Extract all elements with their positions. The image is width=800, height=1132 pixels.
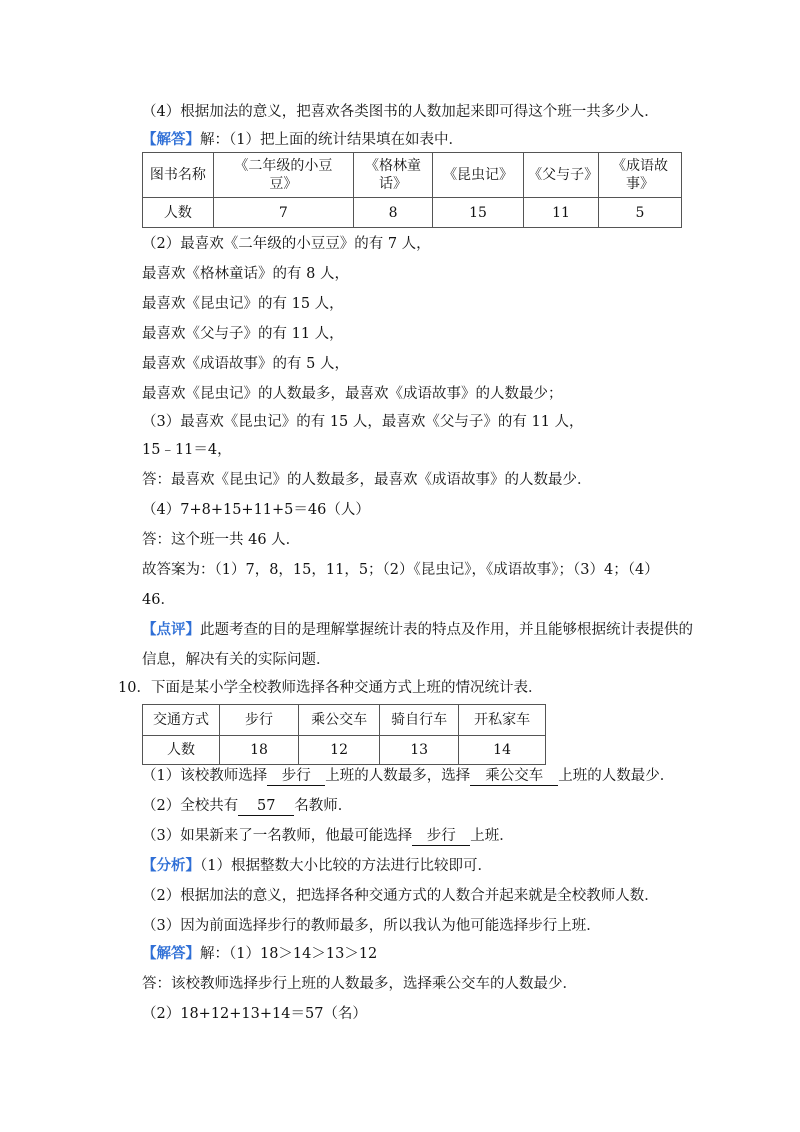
- answer-text-1: 解：（1）18＞14＞13＞12: [200, 946, 378, 962]
- comment-line-1: [142, 620, 693, 640]
- book-count-5: 5: [598, 198, 681, 228]
- book-cell-1: [213, 153, 353, 198]
- final-answer-line: 故答案为：（1）7，8，15，11，5；（2）《昆虫记》，《成语故事》；（3）4；（4）: [142, 562, 659, 578]
- sub-question-1-text-b: 上班的人数最多，选择: [325, 768, 471, 784]
- book-table-header-label: 图书名称: [143, 153, 214, 198]
- solution-line: 最喜欢《昆虫记》的有 15 人，: [142, 296, 344, 312]
- answer-blank: 乘公交车: [470, 767, 558, 786]
- answer-line-1: [142, 944, 377, 964]
- book-count-1: 7: [213, 198, 353, 228]
- sub-question-1: [142, 766, 674, 786]
- mode-walk: 步行: [220, 705, 299, 736]
- answer-intro: [142, 130, 463, 150]
- solution-line: 答：最喜欢《昆虫记》的人数最多，最喜欢《成语故事》的人数最少．: [142, 472, 592, 488]
- book-table-row-label: 人数: [143, 198, 214, 228]
- book-table-header-row: [143, 153, 682, 198]
- answer-tag: 【解答】: [142, 131, 200, 148]
- book-1-line1: 《二年级的小豆: [234, 158, 333, 174]
- solution-line: 答：这个班一共 46 人．: [142, 532, 301, 548]
- solution-line: 最喜欢《昆虫记》的人数最多，最喜欢《成语故事》的人数最少；: [142, 386, 563, 402]
- analysis-line-1: [142, 856, 492, 876]
- answer-tag: 【解答】: [142, 945, 200, 962]
- book-count-4: 11: [524, 198, 599, 228]
- solution-line: 最喜欢《成语故事》的有 5 人，: [142, 356, 349, 372]
- book-cell-4: [524, 153, 599, 198]
- solution-line: 15﹣11＝4，: [142, 442, 232, 458]
- answer-intro-text: 解：（1）把上面的统计结果填在如表中．: [200, 132, 463, 148]
- book-4-line1: 《父与子》: [528, 167, 599, 183]
- count-bike: 13: [380, 736, 459, 765]
- solution-line: 最喜欢《父与子》的有 11 人，: [142, 326, 344, 342]
- sub-question-2: [142, 796, 352, 816]
- analysis-line-2: （2）根据加法的意义，把选择各种交通方式的人数合并起来就是全校教师人数．: [142, 888, 659, 904]
- mode-bike: 骑自行车: [380, 705, 459, 736]
- final-answer-line-cont: 46．: [142, 592, 175, 608]
- book-5-line2: 事》: [625, 176, 654, 192]
- transport-row-label: 人数: [143, 736, 220, 765]
- mode-car: 开私家车: [459, 705, 546, 736]
- question-number: 10．: [118, 680, 151, 696]
- answer-blank: 57: [238, 797, 294, 816]
- solution-line: 最喜欢《格林童话》的有 8 人，: [142, 266, 349, 282]
- answer-result-1: 答：该校教师选择步行上班的人数最多，选择乘公交车的人数最少．: [142, 976, 577, 992]
- count-walk: 18: [220, 736, 299, 765]
- analysis-tag: 【分析】: [142, 857, 200, 874]
- analysis-text-1: （1）根据整数大小比较的方法进行比较即可．: [200, 858, 492, 874]
- answer-line-2: （2）18+12+13+14＝57（名）: [142, 1006, 367, 1022]
- sub-question-3: [142, 826, 514, 846]
- sub-question-3-text-b: 上班．: [470, 828, 514, 844]
- book-cell-3: [432, 153, 523, 198]
- transport-header-row: [143, 705, 546, 736]
- book-cell-2: [354, 153, 433, 198]
- sub-question-3-text-a: （3）如果新来了一名教师，他最可能选择: [142, 828, 413, 844]
- sub-question-1-text-c: 上班的人数最少．: [558, 768, 675, 784]
- sub-question-2-text-b: 名教师．: [294, 798, 353, 814]
- transport-table: [142, 704, 546, 765]
- answer-blank: 步行: [267, 767, 325, 786]
- transport-header-label: 交通方式: [143, 705, 220, 736]
- book-table: [142, 152, 682, 228]
- analysis-step-4: （4）根据加法的意义，把喜欢各类图书的人数加起来即可得这个班一共多少人．: [142, 104, 659, 120]
- book-5-line1: 《成语故: [611, 158, 668, 174]
- solution-line: （2）最喜欢《二年级的小豆豆》的有 7 人，: [142, 236, 431, 252]
- question-10-title: [118, 678, 542, 698]
- sub-question-2-text-a: （2）全校共有: [142, 798, 239, 814]
- solution-line: （3）最喜欢《昆虫记》的有 15 人，最喜欢《父与子》的有 11 人，: [142, 414, 584, 430]
- book-2-line1: 《格林童: [365, 158, 422, 174]
- sub-question-1-text-a: （1）该校教师选择: [142, 768, 268, 784]
- book-3-line1: 《昆虫记》: [443, 167, 514, 183]
- analysis-line-3: （3）因为前面选择步行的教师最多，所以我认为他可能选择步行上班．: [142, 918, 601, 934]
- count-car: 14: [459, 736, 546, 765]
- book-1-line2: 豆》: [269, 176, 298, 192]
- book-table-count-row: [143, 198, 682, 228]
- question-title: 下面是某小学全校教师选择各种交通方式上班的情况统计表．: [150, 680, 543, 696]
- comment-text-1: 此题考查的目的是理解掌握统计表的特点及作用，并且能够根据统计表提供的: [200, 622, 693, 638]
- count-bus: 12: [299, 736, 380, 765]
- book-count-2: 8: [354, 198, 433, 228]
- book-cell-5: [598, 153, 681, 198]
- solution-line: （4）7+8+15+11+5＝46（人）: [142, 502, 370, 518]
- comment-line-2: 信息，解决有关的实际问题．: [142, 652, 331, 668]
- answer-blank: 步行: [412, 827, 470, 846]
- transport-count-row: [143, 736, 546, 765]
- book-2-line2: 话》: [379, 176, 408, 192]
- mode-bus: 乘公交车: [299, 705, 380, 736]
- comment-tag: 【点评】: [142, 621, 200, 638]
- book-count-3: 15: [432, 198, 523, 228]
